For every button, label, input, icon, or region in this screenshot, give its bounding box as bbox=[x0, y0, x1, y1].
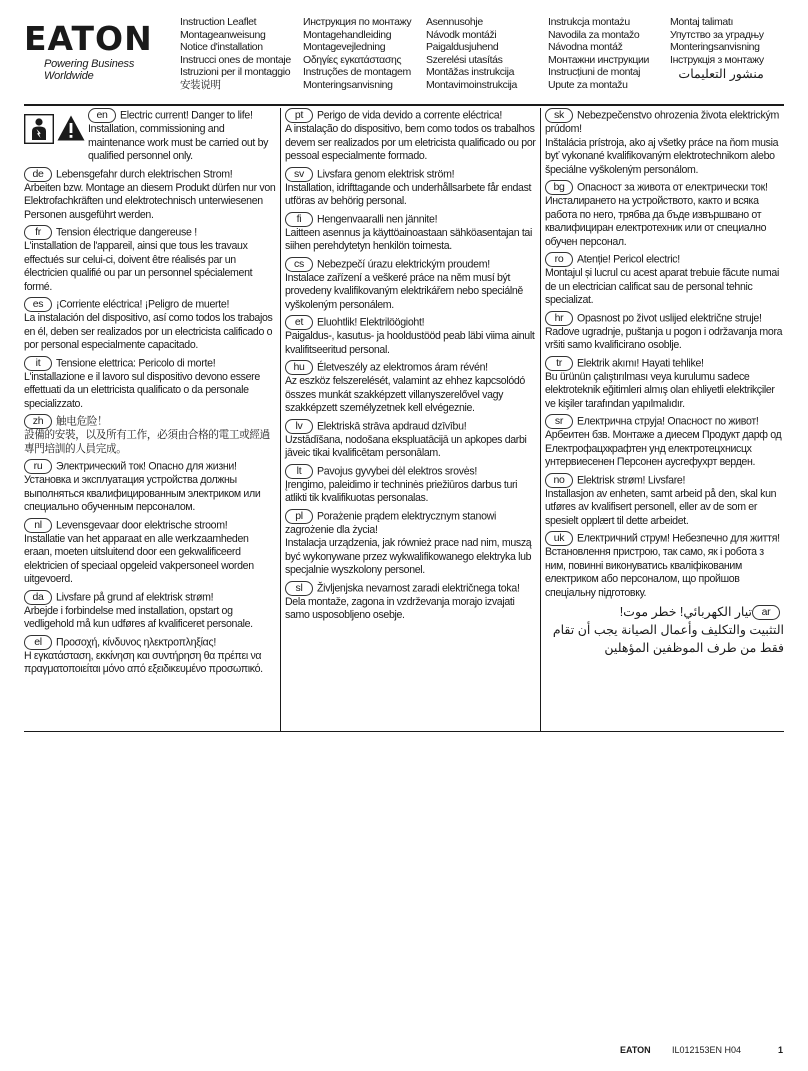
warning-item-el bbox=[24, 635, 279, 677]
warning-item-fr bbox=[24, 225, 279, 294]
header-title: Notice d'installation bbox=[180, 41, 263, 54]
headline-text: 触电危险！ bbox=[56, 415, 108, 428]
warning-body: La instalación del dispositivo, así como todos los trabajos en él, deben ser realizados por un electricista calificado o por personal especialmente capacitado. bbox=[24, 312, 273, 351]
header-title: Instrukcja montażu bbox=[548, 16, 630, 28]
header-title-column bbox=[548, 16, 649, 92]
header-title: Monteringsanvisning bbox=[303, 78, 393, 91]
warning-headline bbox=[24, 167, 279, 182]
warning-headline bbox=[545, 531, 784, 546]
headline-text: Livsfara genom elektrisk ström! bbox=[317, 167, 455, 180]
warning-body: Инсталирането на устройството, както и всяка работа по него, трябва да бъде извършвано от квалифициран електротехник или от специално обучен персонал. bbox=[545, 195, 767, 248]
language-code-badge: zh bbox=[24, 414, 52, 429]
warning-body: Bu ürünün çalıştırılması veya kurulumu sadece elektroteknik eğitimleri almış olan ehliyetli elektrikçiler ve kişiler tarafından yapılmalıdır. bbox=[545, 370, 775, 410]
headline-text: Elektrik akımı! Hayati tehlike! bbox=[577, 356, 704, 369]
warning-item-sk bbox=[545, 108, 784, 177]
language-code-badge: lv bbox=[285, 419, 313, 434]
header-title: Montagevejledning bbox=[303, 41, 386, 54]
warning-item-lv bbox=[285, 419, 540, 461]
footer-brand: EATON bbox=[620, 1045, 651, 1055]
header-title: Návodk montáži bbox=[426, 28, 497, 41]
headline-text: Nebezpečí úrazu elektrickým proudem! bbox=[317, 257, 490, 270]
language-code-badge: el bbox=[24, 635, 52, 650]
header-title: Navodila za montažo bbox=[548, 28, 640, 41]
header-title: Instrucțiuni de montaj bbox=[548, 66, 641, 79]
warning-headline bbox=[545, 603, 784, 621]
language-code-badge: hu bbox=[285, 360, 313, 375]
headline-text: Електрична струја! Опасност по живот! bbox=[577, 415, 759, 428]
language-code-badge: et bbox=[285, 315, 313, 330]
warning-triangle-icon bbox=[56, 114, 86, 149]
warning-headline bbox=[24, 225, 279, 240]
headline-text: تيار الكهربائي! خطر موت! bbox=[619, 605, 752, 619]
warning-item-tr bbox=[545, 356, 784, 412]
warning-item-it bbox=[24, 356, 279, 412]
header-title: Asennusohje bbox=[426, 16, 483, 28]
language-code-badge: no bbox=[545, 473, 573, 488]
warning-headline bbox=[545, 356, 784, 371]
warning-body: Installatie van het apparaat en alle werkzaamheden eraan, moeten uitsluitend door een gekwalificeerd elektricien of speciaal opgeleid vakpersoneel worden uitgevoerd. bbox=[24, 532, 254, 585]
warning-headline bbox=[285, 108, 540, 123]
warning-body: Inštalácia prístroja, ako aj všetky práce na ňom musia byť vykonané kvalifikovaným elektrotechnikom alebo špeciálne vyškoleným personálom. bbox=[545, 136, 779, 176]
warning-item-pl bbox=[285, 509, 540, 578]
footer-page-number: 1 bbox=[778, 1045, 784, 1055]
warning-item-ar bbox=[545, 603, 784, 657]
warning-body: Установка и эксплуатация устройства должны выполняться квалифицированным электриком или специально обученным персоналом. bbox=[24, 474, 261, 513]
warning-item-no bbox=[545, 473, 784, 529]
language-code-badge: it bbox=[24, 356, 52, 371]
warning-body: Uzstādīšana, nodošana ekspluatācijā un apkopes darbi jāveic tikai kvalificētam personālam. bbox=[285, 433, 527, 459]
headline-text: Levensgevaar door elektrische stroom! bbox=[56, 518, 228, 531]
header-title: Instrucci ones de montaje bbox=[180, 53, 291, 66]
header-title: Návodna montáž bbox=[548, 41, 623, 54]
warning-item-bg bbox=[545, 180, 784, 249]
warning-item-en bbox=[24, 108, 279, 164]
column-divider-2 bbox=[540, 108, 541, 732]
headline-text: Pavojus gyvybei dėl elektros srovės! bbox=[317, 464, 477, 477]
warning-headline bbox=[285, 360, 540, 375]
column-divider-1 bbox=[280, 108, 281, 732]
warning-item-hu bbox=[285, 360, 540, 416]
warning-item-sv bbox=[285, 167, 540, 209]
header-title: Инструкция по монтажу bbox=[303, 16, 412, 28]
header-title: Monteringsanvisning bbox=[670, 41, 760, 54]
warning-body: Η εγκατάσταση, εκκίνηση και συντήρηση θα πρέπει να πραγματοποιείται μόνο από εξειδικευμένο προσωπικό. bbox=[24, 649, 263, 675]
warning-item-lt bbox=[285, 464, 540, 506]
header-title: Montagehandleiding bbox=[303, 28, 392, 41]
headline-text: Életveszély az elektromos áram révén! bbox=[317, 361, 488, 374]
warning-item-cs bbox=[285, 257, 540, 313]
header-title: Paigaldusjuhend bbox=[426, 41, 499, 54]
warning-body: Az eszköz felszerelését, valamint az ehhez kapcsolódó összes munkát szakképzett villanyszerelővel vagy szakképzett személyzetnek kell elvégeznie. bbox=[285, 375, 525, 414]
headline-text: Електричний струм! Небезпечно для життя! bbox=[577, 532, 780, 545]
warning-item-ro bbox=[545, 252, 784, 308]
footer-doc-id: IL012153EN H04 bbox=[672, 1045, 742, 1055]
language-code-badge: cs bbox=[285, 257, 313, 272]
warning-column-1 bbox=[24, 108, 279, 732]
headline-text: Электрический ток! Опасно для жизни! bbox=[56, 460, 237, 473]
language-code-badge: ru bbox=[24, 459, 52, 474]
warning-headline bbox=[545, 414, 784, 429]
warning-headline bbox=[285, 315, 540, 330]
warning-body: Dela montaže, zagona in vzdrževanja morajo izvajati samo usposobljeno osebje. bbox=[285, 595, 515, 621]
headline-text: Προσοχή, κίνδυνος ηλεκτροπληξίας! bbox=[56, 635, 216, 648]
warning-headline bbox=[285, 257, 540, 272]
headline-text: Lebensgefahr durch elektrischen Strom! bbox=[56, 167, 233, 180]
warning-headline bbox=[24, 297, 279, 312]
warning-item-hr bbox=[545, 311, 784, 353]
header-title: Монтажни инструкции bbox=[548, 53, 650, 66]
headline-text: Atenție! Pericol electric! bbox=[577, 253, 680, 266]
warning-headline bbox=[24, 518, 279, 533]
warning-header-row bbox=[24, 108, 279, 164]
header-title: Istruzioni per il montaggio bbox=[180, 66, 291, 79]
language-code-badge: da bbox=[24, 590, 52, 605]
headline-text: Electric current! Danger to life! bbox=[120, 109, 253, 122]
warning-item-ru bbox=[24, 459, 279, 515]
header-title: 安装说明 bbox=[180, 78, 221, 91]
language-code-badge: de bbox=[24, 167, 52, 182]
header-title-column bbox=[670, 16, 764, 82]
headline-text: Eluohtlik! Elektrilöögioht! bbox=[317, 316, 425, 329]
language-code-badge: fr bbox=[24, 225, 52, 240]
warning-column-2 bbox=[285, 108, 540, 732]
warning-body: Arbejde i forbindelse med installation, opstart og vedligehold må kun udføres af kvalificeret personale. bbox=[24, 604, 253, 630]
header-title: Montageanweisung bbox=[180, 28, 266, 41]
language-code-badge: hr bbox=[545, 311, 573, 326]
language-code-badge: uk bbox=[545, 531, 573, 546]
warning-column-3 bbox=[545, 108, 784, 732]
language-code-badge: pl bbox=[285, 509, 313, 524]
warning-item-pt bbox=[285, 108, 540, 164]
warning-headline bbox=[24, 635, 279, 650]
warning-headline bbox=[24, 590, 279, 605]
warning-item-sl bbox=[285, 581, 540, 623]
warning-headline bbox=[88, 108, 279, 123]
header-title: Montāžas instrukcija bbox=[426, 66, 515, 79]
header-title-column bbox=[426, 16, 517, 92]
warning-body: Installasjon av enheten, samt arbeid på den, skal kun utføres av kvalifisert personell, eller av de som er spesielt opplært til dette arbeidet. bbox=[545, 487, 777, 527]
warning-item-sr bbox=[545, 414, 784, 470]
bottom-rule bbox=[24, 731, 784, 732]
warning-body: Arbeiten bzw. Montage an diesem Produkt dürfen nur von Elektrofachkräften und elektrotechnisch unterwiesenen Personen ausgeführt werden. bbox=[24, 181, 276, 221]
headline-text: Elektriskā strāva apdraud dzīvību! bbox=[317, 419, 467, 432]
warning-body: Įrengimo, paleidimo ir techninės priežiūros darbus turi atlikti tik kvalifikuotas personalas. bbox=[285, 478, 518, 504]
header-title: Montavimoinstrukcija bbox=[426, 78, 518, 91]
language-code-badge: sk bbox=[545, 108, 573, 123]
header-title: Інструкція з монтажу bbox=[670, 53, 764, 66]
warning-body: Instalacja urządzenia, jak również prace nad nim, muszą być wykonywane przez wykwalifikowanego elektryka lub specjalnie wyszkolony personel. bbox=[285, 537, 532, 576]
warning-body: Встановлення пристрою, так само, як і робота з ним, повинні виконуватись кваліфікованим електриком або персоналом, що пройшов спеціальну підготовку. bbox=[545, 546, 764, 599]
headline-text: Nebezpečenstvo ohrozenia života elektrickým prúdom! bbox=[545, 109, 780, 135]
warning-headline bbox=[285, 464, 540, 479]
headline-text: Опасност за живота от електрически ток! bbox=[577, 181, 768, 194]
warning-item-es bbox=[24, 297, 279, 353]
warning-headline bbox=[285, 167, 540, 182]
eaton-logo bbox=[24, 19, 174, 82]
header-title: Instruction Leaflet bbox=[180, 16, 257, 28]
warning-item-et bbox=[285, 315, 540, 357]
headline-text: Tension électrique dangereuse ! bbox=[56, 226, 197, 239]
warning-item-zh bbox=[24, 414, 279, 456]
warning-headline bbox=[545, 108, 784, 137]
headline-text: Življenjska nevarnost zaradi električnega toka! bbox=[317, 581, 520, 594]
language-code-badge: lt bbox=[285, 464, 313, 479]
warning-headline bbox=[545, 252, 784, 267]
warning-body: Montajul și lucrul cu acest aparat trebuie făcute numai de un electrician calificat sau de personal tehnic specializat. bbox=[545, 267, 779, 306]
electrician-person-icon bbox=[24, 114, 54, 149]
warning-body: Paigaldus-, kasutus- ja hooldustööd peab läbi viima ainult kvalifitseeritud personal. bbox=[285, 330, 535, 356]
warning-body: 設備的安裝，以及所有工作，必須由合格的電工或經過專門培訓的人員完成。 bbox=[24, 429, 270, 455]
language-code-badge: sr bbox=[545, 414, 573, 429]
header-title: Упутство за уградњу bbox=[670, 28, 764, 41]
logo-tagline: Powering Business Worldwide bbox=[44, 58, 135, 82]
header-title-column bbox=[180, 16, 291, 92]
headline-text: Livsfare på grund af elektrisk strøm! bbox=[56, 590, 214, 603]
top-rule bbox=[24, 104, 784, 106]
language-code-badge: ar bbox=[752, 605, 780, 620]
warning-headline bbox=[24, 459, 279, 474]
warning-headline bbox=[285, 419, 540, 434]
headline-text: Tensione elettrica: Pericolo di morte! bbox=[56, 356, 216, 369]
language-code-badge: nl bbox=[24, 518, 52, 533]
language-code-badge: sv bbox=[285, 167, 313, 182]
language-code-badge: en bbox=[88, 108, 116, 123]
headline-text: Hengenvaaralli nen jännite! bbox=[317, 212, 438, 225]
warning-body: التثبيت والتكليف وأعمال الصيانة يجب أن تقام فقط من طرف الموظفين المؤهلين bbox=[552, 623, 784, 655]
headline-text: Elektrisk strøm! Livsfare! bbox=[577, 473, 686, 486]
warning-headline bbox=[285, 581, 540, 596]
header-title-column bbox=[303, 16, 411, 92]
warning-item-uk bbox=[545, 531, 784, 600]
warning-headline bbox=[545, 311, 784, 326]
language-code-badge: sl bbox=[285, 581, 313, 596]
warning-body: L'installazione e il lavoro sul dispositivo devono essere effettuati da un elettricista qualificato o da personale specializzato. bbox=[24, 370, 260, 410]
language-code-badge: es bbox=[24, 297, 52, 312]
warning-body: Installation, idrifttagande och underhållsarbete får endast utföras av behörig personal. bbox=[285, 181, 532, 207]
headline-text: Porażenie prądem elektrycznym stanowi zagrożenie dla życia! bbox=[285, 509, 497, 536]
language-code-badge: bg bbox=[545, 180, 573, 195]
warning-headline bbox=[545, 473, 784, 488]
headline-text: Perigo de vida devido a corrente eléctrica! bbox=[317, 109, 502, 122]
header-title: Upute za montažu bbox=[548, 78, 628, 91]
warning-item-fi bbox=[285, 212, 540, 254]
warning-body: A instalação do dispositivo, bem como todos os trabalhos devem ser realizados por um eletricista qualificado ou por pessoal especialmente formado. bbox=[285, 123, 536, 162]
warning-body: Radove ugradnje, puštanja u pogon i održavanja mora vršiti samo kvalificirano osoblje. bbox=[545, 325, 783, 351]
headline-text: ¡Corriente eléctrica! ¡Peligro de muerte! bbox=[56, 298, 230, 311]
warning-item-nl bbox=[24, 518, 279, 587]
logo-brand: EATON bbox=[24, 19, 153, 58]
warning-headline bbox=[285, 509, 540, 538]
warning-icon-group bbox=[24, 108, 86, 149]
warning-headline bbox=[24, 356, 279, 371]
language-code-badge: ro bbox=[545, 252, 573, 267]
warning-body: Instalace zařízení a veškeré práce na něm musí být provedeny kvalifikovaným elektrikářem nebo speciálně vyškoleným personálem. bbox=[285, 271, 523, 311]
header-title: Instruções de montagem bbox=[303, 66, 411, 79]
warning-item-da bbox=[24, 590, 279, 632]
warning-text bbox=[88, 108, 279, 164]
warning-item-de bbox=[24, 167, 279, 223]
warning-headline bbox=[285, 212, 540, 227]
warning-body: Laitteen asennus ja käyttöainoastaan sähköasentajan tai siihen perehdytetyn henkilön toimesta. bbox=[285, 226, 532, 252]
language-code-badge: tr bbox=[545, 356, 573, 371]
warning-body: Арбеитен бзв. Монтаже а диесем Продукт дарф од Електрофацхкрафтен унд електротецхнисцх унтервиесенен Персонен аусгефухрт верден. bbox=[545, 429, 782, 468]
language-code-badge: fi bbox=[285, 212, 313, 227]
headline-text: Opasnost po život uslijed električne struje! bbox=[577, 311, 762, 324]
header-title: Montaj talimatı bbox=[670, 16, 734, 28]
warning-headline bbox=[24, 414, 279, 429]
warning-body: Installation, commissioning and maintenance work must be carried out by qualified personnel only. bbox=[88, 123, 269, 162]
warning-headline bbox=[545, 180, 784, 195]
warning-body: L'installation de l'appareil, ainsi que tous les travaux effectués sur celui-ci, doivent être réalisés par un électricien qualifié ou par un personnel spécialement formé. bbox=[24, 240, 253, 293]
header-title: Οδηγίες εγκατάστασης bbox=[303, 53, 402, 66]
header-title: منشور التعليمات bbox=[678, 67, 764, 82]
header-title: Szerelési utasítás bbox=[426, 53, 503, 66]
language-code-badge: pt bbox=[285, 108, 313, 123]
